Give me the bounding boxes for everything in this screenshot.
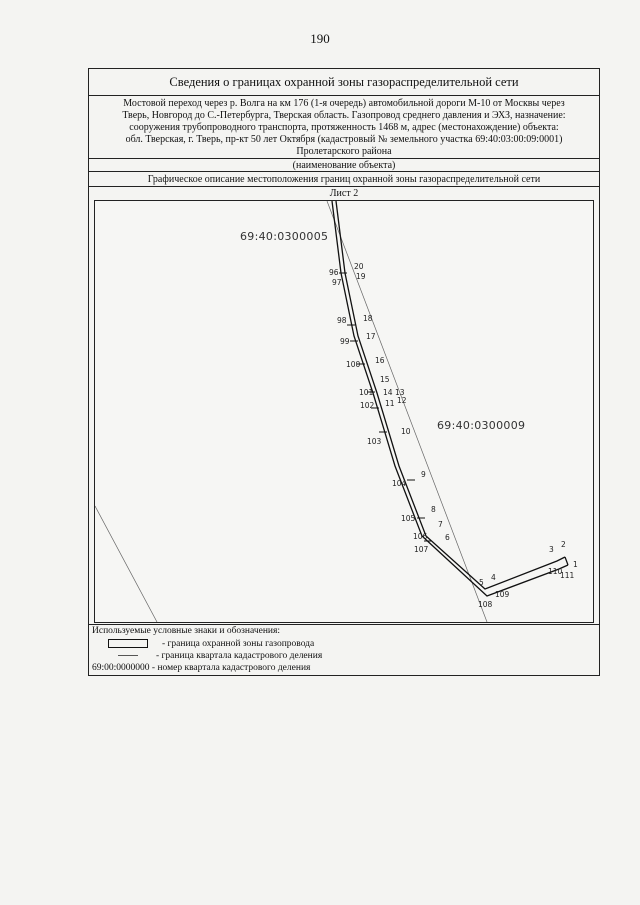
point-label: 107 <box>414 545 429 554</box>
point-label: 111 <box>560 571 575 580</box>
legend-item-quarter <box>92 651 322 663</box>
zone-boundary-symbol <box>108 639 148 648</box>
point-label: 2 <box>561 540 566 549</box>
point-label: 13 <box>395 388 405 397</box>
point-label: 108 <box>478 600 493 609</box>
legend-item-quarter-number <box>92 663 310 675</box>
quarter-label: 69:40:0300009 <box>437 419 526 432</box>
point-label: 4 <box>491 573 496 582</box>
point-label: 9 <box>421 470 426 479</box>
point-label: 109 <box>495 590 510 599</box>
point-label: 3 <box>549 545 554 554</box>
form-title: Сведения о границах охранной зоны газораспределительной сети <box>89 69 599 96</box>
quarter-boundary-line <box>95 506 157 622</box>
point-label: 11 <box>385 399 395 408</box>
point-label: 104 <box>392 479 407 488</box>
point-label: 96 <box>329 268 339 277</box>
description-line: сооружения трубопроводного транспорта, протяженность 1468 м, адрес (местонахождение) объекта: <box>129 122 559 133</box>
quarter-label: 69:40:0300005 <box>240 230 329 243</box>
survey-form <box>88 68 600 676</box>
point-label: 110 <box>548 567 563 576</box>
point-label: 103 <box>367 437 382 446</box>
point-label: 16 <box>375 356 385 365</box>
point-label: 101 <box>359 388 374 397</box>
point-label: 98 <box>337 316 347 325</box>
boundary-plan <box>94 200 594 623</box>
point-label: 7 <box>438 520 443 529</box>
point-label: 97 <box>332 278 342 287</box>
point-label: 105 <box>401 514 416 523</box>
point-label: 12 <box>397 396 407 405</box>
point-label: 8 <box>431 505 436 514</box>
description-line: Мостовой переход через р. Волга на км 176 (1-я очередь) автомобильной дороги М-10 от Москвы через <box>123 98 565 109</box>
protection-zone-outline <box>332 201 568 596</box>
point-label: 10 <box>401 427 411 436</box>
page-number: 190 <box>310 31 330 46</box>
legend-text: - граница охранной зоны газопровода <box>162 639 315 649</box>
point-label: 15 <box>380 375 390 384</box>
point-label: 6 <box>445 533 450 542</box>
legend-text: - граница квартала кадастрового деления <box>156 651 323 661</box>
point-label: 99 <box>340 337 350 346</box>
plan-drawing <box>95 201 593 622</box>
point-label: 20 <box>354 262 364 271</box>
quarter-boundary-symbol <box>118 655 138 656</box>
description-line: Тверь, Новгород до С.-Петербурга, Тверская область. Газопровод среднего давления и ЭХЗ, назначение: <box>122 110 566 121</box>
graphic-title: Графическое описание местоположения границ охранной зоны газораспределительной сети <box>89 172 599 187</box>
point-label: 18 <box>363 314 373 323</box>
point-label: 1 <box>573 560 578 569</box>
description-line: обл. Тверская, г. Тверь, пр-кт 50 лет Октября (кадастровый № земельного участка 69:40:03:00:09:0001) <box>125 134 563 145</box>
point-label: 19 <box>356 272 366 281</box>
point-label: 5 <box>479 578 484 587</box>
point-label: 102 <box>360 401 375 410</box>
legend-heading: Используемые условные знаки и обозначения: <box>92 626 281 636</box>
object-caption: (наименование объекта) <box>89 158 599 172</box>
sheet-label: Лист 2 <box>329 188 359 199</box>
point-label: 14 <box>383 388 393 397</box>
legend-text: - номер квартала кадастрового деления <box>151 663 311 673</box>
quarter-boundary-line <box>327 201 487 622</box>
point-label: 100 <box>346 360 361 369</box>
point-label: 106 <box>413 532 428 541</box>
legend <box>89 624 599 677</box>
description-line: Пролетарского района <box>296 146 392 157</box>
point-label: 17 <box>366 332 376 341</box>
legend-item-zone <box>92 639 314 651</box>
quarter-number-code: 69:00:0000000 <box>92 663 150 673</box>
